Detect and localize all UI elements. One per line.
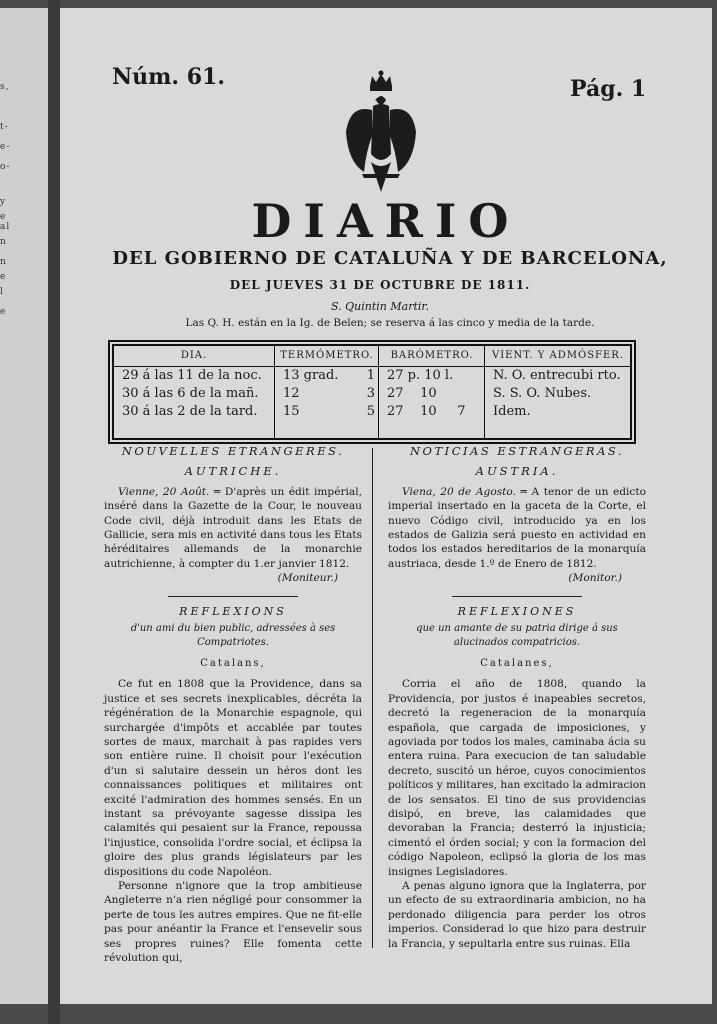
facing-page-text: e	[0, 307, 7, 317]
weather-table	[112, 344, 632, 440]
issue-number: Núm. 61.	[112, 64, 225, 90]
country-heading: AUSTRIA.	[475, 464, 559, 479]
news-source: (Monitor.)	[568, 572, 622, 585]
temp-fraction: 1	[366, 368, 375, 383]
dateline: DEL JUEVES 31 DE OCTUBRE DE 1811.	[229, 278, 531, 292]
temp-fraction: 5	[366, 404, 375, 419]
section-rule	[452, 596, 582, 597]
news-paragraph	[104, 485, 362, 571]
weather-header: BARÓMETRO.	[379, 346, 485, 367]
weather-col-dia	[114, 346, 274, 438]
salutation: Catalans,	[200, 657, 266, 669]
body-paragraph: Ce fut en 1808 que la Providence, dans sa justice et ses secrets inexplicables, décréta la régénération de la Monarchie espagnole, qui surchargée d'impôts et accablée par toutes sortes de maux, marchait à pas rapides vers son entière ruine. Il choisit pour l'exécution d'un si salutaire dessein un héros dont les connaissances politiques et militaires ont excité l'admiration des hommes sensés. En un instant sa prévoyante sagesse dissipa les calamités qui pesaient sur la France, repoussa l'injustice, consolida l'ordre social, et éclipsa la gloire des plus grands législateurs par les dispositions du code Napoléon.	[104, 678, 362, 878]
section-heading: NOTICIAS ESTRANGERAS.	[409, 444, 625, 458]
country-heading: AUTRICHE.	[184, 464, 282, 479]
temp-value: 13 grad.	[283, 368, 339, 383]
facing-page-edge	[0, 8, 48, 1004]
weather-header: TERMÓMETRO.	[275, 346, 379, 367]
facing-page-text: n	[0, 257, 7, 267]
salutation: Catalanes,	[480, 657, 554, 669]
weather-cell	[275, 385, 379, 403]
bar-value: 27 p. 10 l.	[387, 368, 454, 383]
facing-page-text: s,	[0, 82, 10, 92]
news-body: A tenor de un edicto imperial insertado en la gaceta de la Corte, el nuevo Código civil, introducido ya en los estados de Galizia será puesto en actividad en todos los estados hereditarios de la monarquía austriaca, desde 1.º de Enero de 1812.	[388, 485, 647, 570]
body-paragraph: Personne n'ignore que la trop ambitieuse Angleterre n'a rien négligé pour consommer la perte de tous les autres empires. Que ne fit-elle pas pour anéantir la France et l'ensevelir sous ses propres ruines? Elle fomenta cette révolution qui,	[104, 879, 362, 964]
imperial-eagle-icon	[342, 70, 420, 198]
section-rule	[168, 596, 298, 597]
weather-cell	[275, 403, 379, 421]
weather-cell: N. O. entrecubi rto.	[493, 368, 621, 383]
weather-cell: 30 á las 6 de la mañ.	[122, 386, 259, 401]
temp-value: 12	[283, 386, 300, 401]
reflexions-title: REFLEXIONS	[179, 604, 287, 618]
news-paragraph	[388, 485, 646, 571]
facing-page-text: n	[0, 237, 7, 247]
masthead-title: DIARIO	[251, 194, 521, 248]
body-paragraph: Corria el año de 1808, quando la Providencia, por justos é inapeables secretos, decretó la regeneracion de la monarquía española, que cargada de imposiciones, y agoviada por todos los males, caminaba ácia su entera ruina. Para execucion de tan saludable decreto, suscitó un héroe, cuyos conocimientos políticos y militares, han excitado la admiracion de los sensatos. El tino de sus providencias disipó, en breve, las calamidades que devoraban la Francia; desterró la injusticia; cimentó el órden social; y con la formacion del código Napoleon, eclipsó la gloria de los mas insignes Legisladores.	[388, 678, 646, 878]
weather-col-viento	[484, 346, 631, 438]
facing-page-text: al	[0, 222, 11, 232]
news-lead: Viena, 20 de Agosto. ═	[402, 485, 527, 498]
weather-header: DIA.	[114, 346, 274, 367]
facing-page-text: e-	[0, 142, 11, 152]
news-source: (Moniteur.)	[277, 572, 338, 585]
facing-page-text: y	[0, 197, 7, 207]
news-body: D'après un édit impérial, inséré dans la Gazette de la Cour, le nouveau Code civil, déjà introduit dans les Etats de Gallicie, sera mis en activité dans tous les Etats héréditaires allemands de la monarchie autrichienne, à compter du 1.er janvier 1812.	[104, 485, 363, 570]
facing-page-text: e	[0, 272, 7, 282]
weather-header: VIENT. Y ADMÓSFER.	[485, 346, 631, 367]
weather-cell: 30 á las 2 de la tard.	[122, 404, 258, 419]
weather-col-termometro	[274, 346, 379, 438]
page-number: Pág. 1	[570, 76, 647, 102]
book-spine	[48, 0, 60, 1024]
reflexions-subtitle: d'un ami du bien public, adressées à ses Compatriotes.	[130, 623, 336, 649]
news-lead: Vienne, 20 Août. ═	[118, 485, 221, 498]
weather-cell	[379, 367, 485, 385]
french-column	[104, 444, 362, 965]
body-paragraph: A penas alguno ignora que la Inglaterra, por un efecto de su extraordinaria ambicion, no ha perdonado diligencia para perder los otros imperios. Considerad lo que hizo para destruir la Francia, y sepultarla entre sus ruinas. Ella	[388, 879, 646, 950]
spanish-column	[388, 444, 646, 951]
newspaper-page	[60, 8, 712, 1004]
bar-value: 27	[387, 386, 404, 401]
weather-cell: Idem.	[493, 404, 531, 419]
weather-cell	[275, 367, 379, 385]
reflexions-subtitle: que un amante de su patria dirige á sus alucinados compatricios.	[416, 623, 618, 649]
bar-lines: 10 7	[420, 404, 466, 419]
weather-cell: 29 á las 11 de la noc.	[122, 368, 262, 383]
church-notice: Las Q. H. están en la Ig. de Belen; se reserva á las cinco y media de la tarde.	[185, 317, 595, 329]
weather-col-barometro	[378, 346, 485, 438]
temp-fraction: 3	[366, 386, 375, 401]
facing-page-text: o-	[0, 162, 11, 172]
saint-of-day: S. Quintin Martir.	[331, 300, 429, 313]
facing-page-text: t-	[0, 122, 9, 132]
temp-value: 15	[283, 404, 300, 419]
reflexions-title: REFLEXIONES	[457, 604, 577, 618]
facing-page-text: l	[0, 287, 4, 297]
weather-cell: S. S. O. Nubes.	[493, 386, 592, 401]
column-divider	[372, 448, 373, 948]
bar-lines: 10	[420, 386, 437, 401]
facing-page-text: e	[0, 212, 7, 222]
bar-value: 27	[387, 404, 404, 419]
section-heading: NOUVELLES ETRANGERES.	[121, 444, 345, 458]
masthead-subtitle: DEL GOBIERNO DE CATALUÑA Y DE BARCELONA,	[112, 248, 668, 269]
weather-cell	[379, 403, 485, 421]
weather-cell	[379, 385, 485, 403]
